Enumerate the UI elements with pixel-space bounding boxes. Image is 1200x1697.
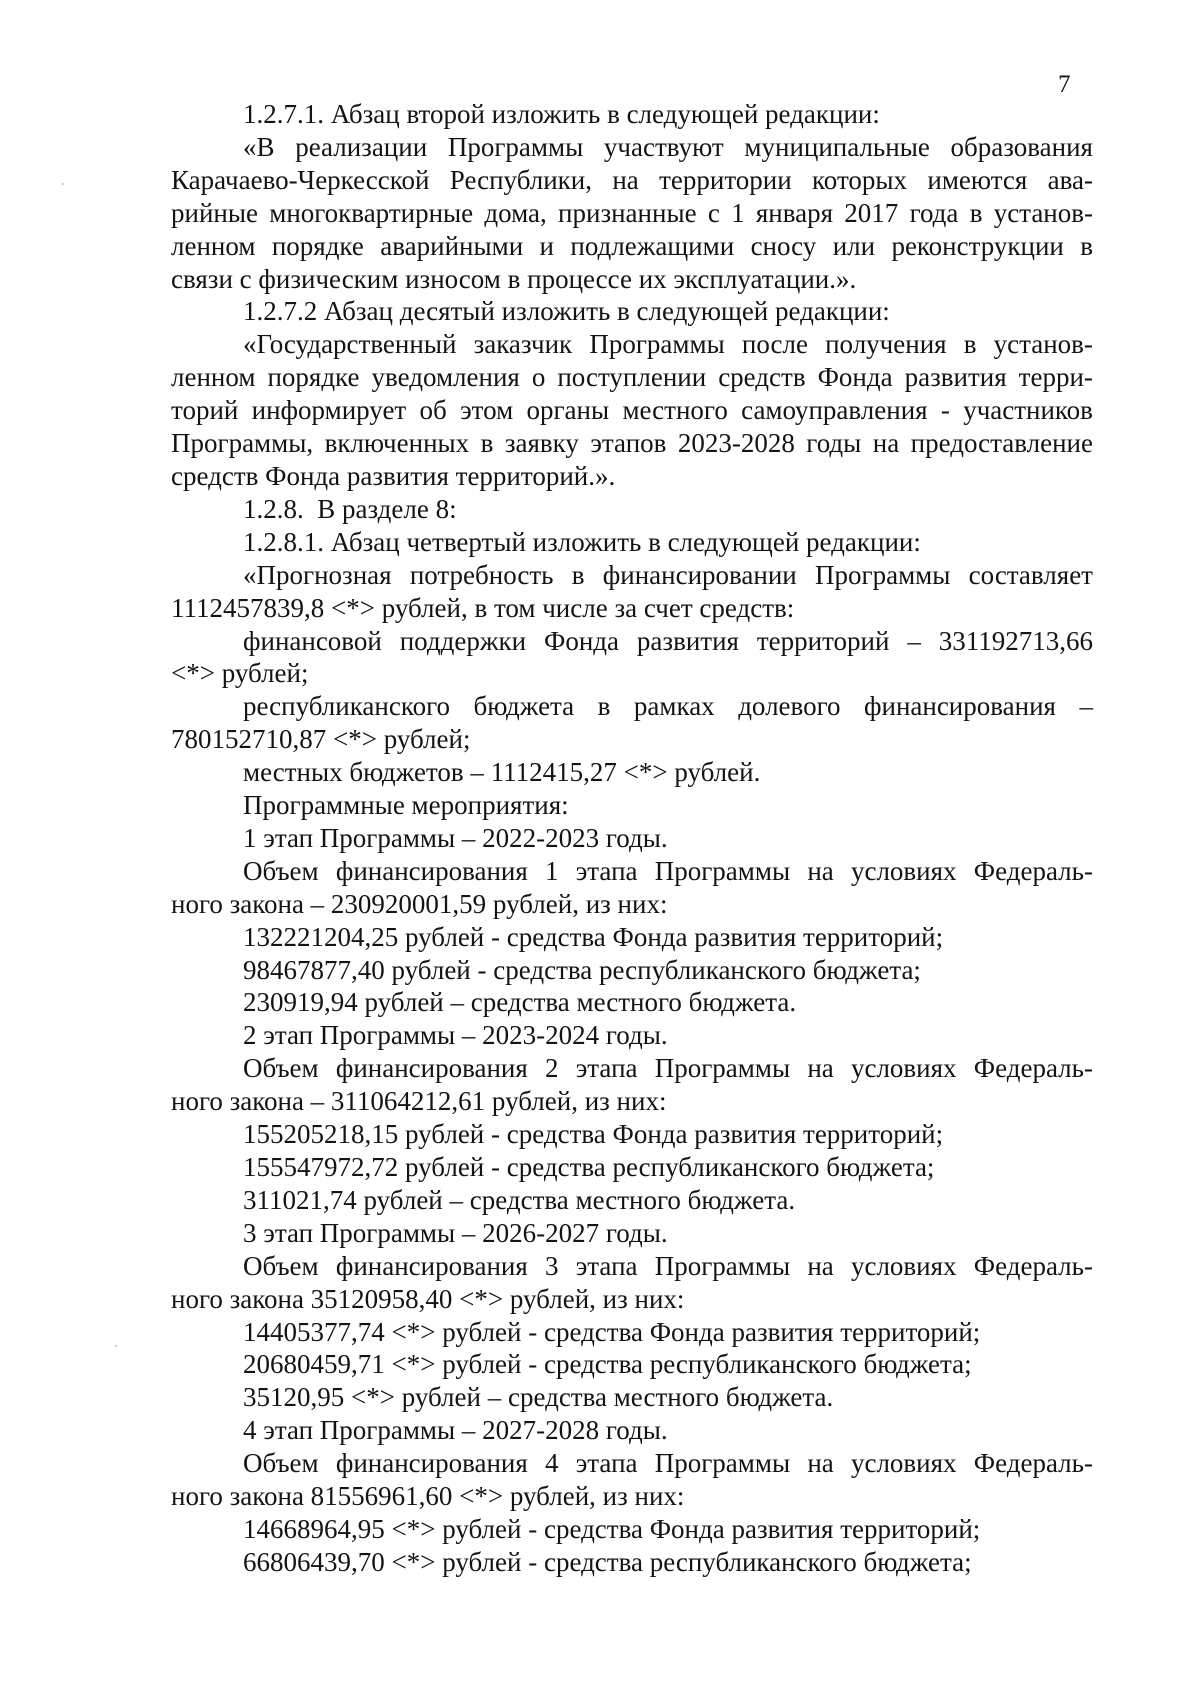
- stage-2-local-amount: 311021,74 рублей – средства местного бюджета.: [243, 1184, 796, 1215]
- stage-2-fund-amount: 155205218,15 рублей - средства Фонда развития территорий;: [243, 1119, 944, 1150]
- word: –: [1079, 691, 1093, 722]
- word: Программы: [447, 131, 584, 162]
- word: заказчик: [473, 329, 573, 360]
- stage-3-financing: [171, 1250, 1093, 1316]
- text-line: [171, 1052, 1093, 1085]
- word: условиях: [850, 855, 957, 886]
- text-line: [171, 131, 1093, 164]
- word: территории: [659, 164, 792, 195]
- word: Объем: [243, 1448, 319, 1479]
- word: терри-: [1018, 362, 1093, 393]
- word: на: [807, 855, 834, 886]
- word: финансовой: [243, 625, 382, 656]
- word: условиях: [850, 1053, 957, 1084]
- word: на: [612, 164, 639, 195]
- word: января: [755, 197, 834, 228]
- word: заявку: [504, 428, 579, 459]
- word: 3: [545, 1250, 559, 1281]
- scan-speck: [115, 1345, 117, 1347]
- stage-3-local-amount: 35120,95 <*> рублей – средства местного бюджета.: [243, 1382, 834, 1413]
- paragraph-1-2-8-1: 1.2.8.1. Абзац четвертый изложить в следующей редакции:: [243, 526, 921, 557]
- stage-4-financing: [171, 1447, 1093, 1513]
- text-line: ного закона – 311064212,61 рублей, из них:: [171, 1086, 667, 1117]
- paragraph-quote-customer: [171, 328, 1093, 493]
- word: Федераль-: [973, 855, 1093, 886]
- word: ленном: [171, 362, 256, 393]
- word: в: [571, 559, 585, 590]
- word: Объем: [243, 855, 319, 886]
- scan-speck: [62, 183, 64, 185]
- text-line: [171, 1250, 1093, 1283]
- word: органы: [526, 395, 610, 426]
- word: и: [539, 230, 554, 261]
- word: финансирования: [335, 855, 528, 886]
- word: Программы,: [171, 428, 314, 459]
- word: которых: [812, 164, 908, 195]
- word: поддержки: [399, 625, 527, 656]
- word: -: [940, 395, 950, 426]
- word: реализации: [295, 131, 428, 162]
- stage-4-fund-amount: 14668964,95 <*> рублей - средства Фонда развития территорий;: [243, 1513, 981, 1544]
- word: ава-: [1047, 164, 1093, 195]
- word: торий: [171, 395, 239, 426]
- text-line: [171, 361, 1093, 394]
- word: этапа: [575, 1053, 638, 1084]
- word: о: [531, 362, 546, 393]
- word: признанные: [558, 197, 697, 228]
- word: Республики,: [449, 164, 592, 195]
- word: финансирования: [335, 1053, 528, 1084]
- word: Федераль-: [973, 1250, 1093, 1281]
- word: потребность: [409, 559, 554, 590]
- word: финансирования: [335, 1448, 528, 1479]
- text-line: связи с физическим износом в процессе их эксплуатации.».: [171, 263, 857, 294]
- page-number: 7: [1058, 71, 1071, 98]
- word: порядке: [271, 230, 364, 261]
- word: установ-: [993, 197, 1093, 228]
- text-line: [171, 197, 1093, 230]
- stage-3-fund-amount: 14405377,74 <*> рублей - средства Фонда развития территорий;: [243, 1316, 981, 1347]
- word: Программы: [654, 1448, 791, 1479]
- word: «Прогнозная: [243, 559, 392, 590]
- word: Объем: [243, 1250, 319, 1281]
- word: этапа: [575, 1448, 638, 1479]
- word: многоквартирные: [269, 197, 474, 228]
- word: образования: [950, 131, 1093, 162]
- word: сносу: [750, 230, 817, 261]
- word: Карачаево-Черкесской: [171, 164, 430, 195]
- word: бюджета: [473, 691, 575, 722]
- word: финансировании: [602, 559, 797, 590]
- word: составляет: [968, 559, 1093, 590]
- text-line: [171, 328, 1093, 361]
- stage-1-fund-amount: 132221204,25 рублей - средства Фонда развития территорий;: [243, 921, 944, 952]
- text-line: [171, 394, 1093, 427]
- word: Федераль-: [973, 1448, 1093, 1479]
- word: участников: [963, 395, 1093, 426]
- word: уведомления: [371, 362, 520, 393]
- word: поступлении: [557, 362, 707, 393]
- word: в: [969, 197, 983, 228]
- stage-2-heading: 2 этап Программы – 2023-2024 годы.: [243, 1020, 668, 1051]
- word: этапа: [575, 855, 638, 886]
- word: Программы: [654, 1250, 791, 1281]
- text-line: [171, 559, 1093, 592]
- word: на: [807, 1250, 834, 1281]
- text-line: ного закона 35120958,40 <*> рублей, из них:: [171, 1283, 685, 1314]
- text-line: [171, 427, 1093, 460]
- text-line: 780152710,87 <*> рублей;: [171, 724, 471, 755]
- text-line: [171, 855, 1093, 888]
- stage-2-financing: [171, 1052, 1093, 1118]
- word: рамках: [633, 691, 715, 722]
- word: этом: [460, 395, 514, 426]
- stage-4-heading: 4 этап Программы – 2027-2028 годы.: [243, 1415, 668, 1446]
- word: получения: [825, 329, 947, 360]
- word: на: [807, 1053, 834, 1084]
- paragraph-forecast-need: [171, 559, 1093, 625]
- word: имеются: [927, 164, 1028, 195]
- word: 2023-2028: [677, 428, 795, 459]
- word: самоуправления: [741, 395, 928, 426]
- word: предоставление: [910, 428, 1093, 459]
- word: участвуют: [603, 131, 724, 162]
- word: рийные: [171, 197, 258, 228]
- word: «Государственный: [243, 329, 457, 360]
- word: средств: [718, 362, 806, 393]
- word: условиях: [850, 1448, 957, 1479]
- paragraph-1-2-7-2: 1.2.7.2 Абзац десятый изложить в следующей редакции:: [243, 296, 890, 327]
- word: на: [872, 428, 900, 459]
- word: об: [419, 395, 447, 426]
- word: включенных: [324, 428, 470, 459]
- word: муниципальные: [744, 131, 930, 162]
- word: реконструкции: [891, 230, 1064, 261]
- word: ленном: [171, 230, 256, 261]
- paragraph-program-activities: Программные мероприятия:: [243, 790, 569, 821]
- word: развития: [904, 362, 1007, 393]
- word: –: [907, 625, 921, 656]
- word: «В: [243, 131, 275, 162]
- word: порядке: [267, 362, 360, 393]
- stage-4-republican-amount: 66806439,70 <*> рублей - средства республиканского бюджета;: [243, 1546, 972, 1577]
- word: установ-: [993, 329, 1093, 360]
- word: 1: [731, 197, 745, 228]
- word: местного: [622, 395, 728, 426]
- word: в: [597, 691, 611, 722]
- word: аварийными: [380, 230, 524, 261]
- word: дома,: [484, 197, 547, 228]
- word: на: [807, 1448, 834, 1479]
- word: информирует: [251, 395, 407, 426]
- word: финансирования: [335, 1250, 528, 1281]
- paragraph-1-2-7-1: 1.2.7.1. Абзац второй изложить в следующей редакции:: [243, 99, 880, 129]
- stage-1-republican-amount: 98467877,40 рублей - средства республиканского бюджета;: [243, 954, 921, 985]
- word: 1: [545, 855, 559, 886]
- paragraph-fund-support: [171, 625, 1093, 691]
- word: Фонда: [544, 625, 620, 656]
- word: годы: [806, 428, 862, 459]
- word: долевого: [738, 691, 841, 722]
- word: финансирования: [864, 691, 1056, 722]
- word: развития: [636, 625, 739, 656]
- word: 331192713,66: [938, 625, 1093, 656]
- stage-1-heading: 1 этап Программы – 2022-2023 годы.: [243, 822, 668, 853]
- document-body: [171, 98, 1093, 1579]
- text-line: ного закона 81556961,60 <*> рублей, из них:: [171, 1481, 685, 1512]
- word: 2: [545, 1053, 559, 1084]
- word: в: [963, 329, 977, 360]
- word: в: [1080, 230, 1093, 261]
- paragraph-local-budgets: местных бюджетов – 1112415,27 <*> рублей.: [243, 757, 761, 788]
- text-line: ного закона – 230920001,59 рублей, из них:: [171, 888, 668, 919]
- word: года: [909, 197, 959, 228]
- paragraph-quote-participants: [171, 131, 1093, 296]
- stage-1-local-amount: 230919,94 рублей – средства местного бюджета.: [243, 987, 797, 1018]
- text-line: [171, 1447, 1093, 1480]
- text-line: [171, 690, 1093, 723]
- word: с: [707, 197, 720, 228]
- word: Федераль-: [973, 1053, 1093, 1084]
- word: в: [480, 428, 494, 459]
- word: этапов: [590, 428, 667, 459]
- stage-3-heading: 3 этап Программы – 2026-2027 годы.: [243, 1217, 668, 1248]
- text-line: [171, 230, 1093, 263]
- paragraph-republican-budget: [171, 690, 1093, 756]
- text-line: <*> рублей;: [171, 658, 309, 689]
- word: республиканского: [243, 691, 450, 722]
- word: или: [832, 230, 876, 261]
- word: территорий: [756, 625, 890, 656]
- word: Программы: [654, 1053, 791, 1084]
- word: 2017: [844, 197, 899, 228]
- word: Фонда: [817, 362, 893, 393]
- word: 4: [545, 1448, 559, 1479]
- word: после: [741, 329, 808, 360]
- stage-1-financing: [171, 855, 1093, 921]
- text-line: 1112457839,8 <*> рублей, в том числе за счет средств:: [171, 592, 795, 623]
- word: Объем: [243, 1053, 319, 1084]
- text-line: [171, 625, 1093, 658]
- text-line: [171, 164, 1093, 197]
- stage-3-republican-amount: 20680459,71 <*> рублей - средства республиканского бюджета;: [243, 1349, 972, 1380]
- word: этапа: [575, 1250, 638, 1281]
- word: Программы: [654, 855, 791, 886]
- word: Программы: [589, 329, 725, 360]
- word: подлежащими: [570, 230, 735, 261]
- word: условиях: [850, 1250, 957, 1281]
- text-line: средств Фонда развития территорий.».: [171, 460, 616, 491]
- stage-2-republican-amount: 155547972,72 рублей - средства республиканского бюджета;: [243, 1152, 935, 1182]
- word: Программы: [815, 559, 951, 590]
- paragraph-1-2-8: 1.2.8. В разделе 8:: [243, 493, 457, 524]
